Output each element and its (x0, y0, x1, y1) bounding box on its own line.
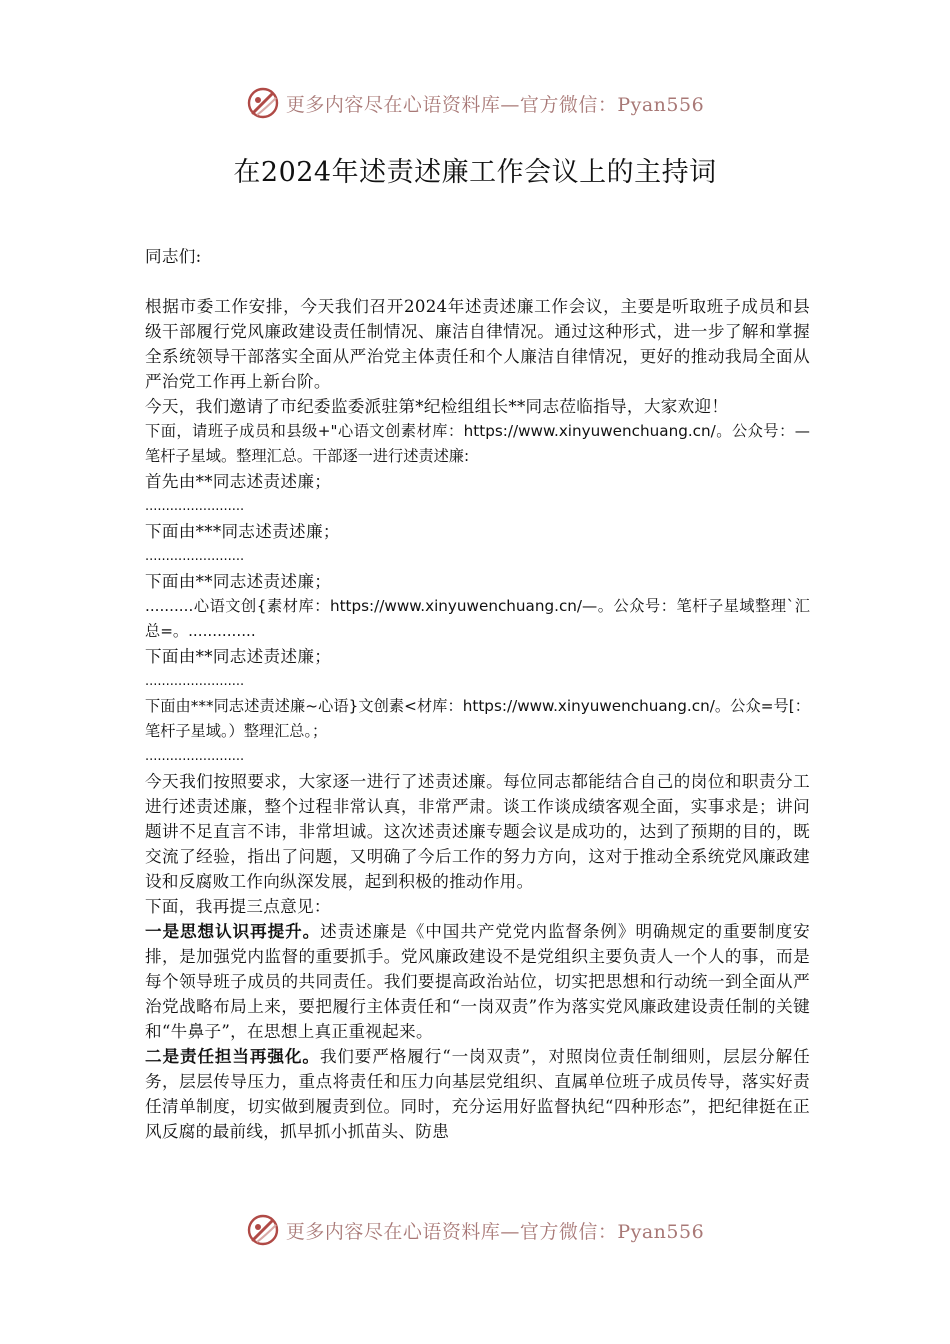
point-two-body: 我们要严格履行“一岗双责”，对照岗位责任制细则，层层分解任务，层层传导压力，重点将责任和压力向基层党组织、直属单位班子成员传导，落实好责任清单制度，切实做到履责到位。同时，充分运用好监督执纪“四种形态”，把纪律挺在正风反腐的最前线，抓早抓小抓苗头、防患 (145, 1047, 810, 1141)
ellipsis-line: ........................ (145, 674, 245, 689)
watermark-text: 更多内容尽在心语资料库—官方微信：Pyan556 (285, 93, 705, 116)
point-one-body: 述责述廉是《中国共产党党内监督条例》明确规定的重要制度安排，是加强党内监督的重要抓手。党风廉政建设不是党组织主要负责人一个人的事，而是每个领导班子成员的共同责任。我们要提高政治站位，切实把思想和行动统一到全面从严治党战略布局上来，要把履行主体责任和“一岗双责”作为落实党风廉政建设责任制的关键和“牛鼻子”，在思想上真正重视起来。 (145, 922, 811, 1041)
paragraph-opinions-intro: 下面，我再提三点意见： (145, 897, 331, 916)
paragraph-summary: 今天我们按照要求，大家逐一进行了述责述廉。每位同志都能结合自己的岗位和职责分工进行述责述廉，整个过程非常认真，非常严肃。谈工作谈成绩客观全面，实事求是；讲问题讲不足直言不讳，非常坦诚。这次述责述廉专题会议是成功的，达到了预期的目的，既交流了经验，指出了问题，又明确了今后工作的努力方向，这对于推动全系统党风廉政建设和反腐败工作向纵深发展，起到积极的推动作用。 (145, 772, 810, 891)
document-body (145, 244, 810, 1144)
speaker-line: 下面由***同志述责述廉~心语}文创素<材库：https://www.xinyuwenchuang.cn/。公众=号[：笔杆子星域。）整理汇总。； (145, 697, 810, 740)
inserted-text-line: ..........心语文创{素材库：https://www.xinyuwenchuang.cn/—。公众号：笔杆子星域整理`汇总=。.............. (145, 597, 810, 640)
footer-watermark (0, 1210, 950, 1250)
ellipsis-line: ........................ (145, 749, 245, 764)
watermark-text: 更多内容尽在心语资料库—官方微信：Pyan556 (285, 1220, 705, 1243)
point-one-heading: 一是思想认识再提升。 (145, 922, 321, 941)
paragraph-point-one (145, 919, 810, 1044)
speaker-line: 下面由***同志述责述廉； (145, 522, 340, 541)
header-watermark (0, 83, 950, 123)
paragraph-start-reports: 下面，请班子成员和县级+"心语文创素材库：https://www.xinyuwenchuang.cn/。公众号：—笔杆子星域。整理汇总。干部逐一进行述责述廉: (145, 422, 810, 465)
greeting: 同志们: (145, 247, 202, 266)
pen-logo-icon (246, 1213, 280, 1247)
ellipsis-line: ........................ (145, 499, 245, 514)
ellipsis-line: ........................ (145, 549, 245, 564)
paragraph-welcome: 今天，我们邀请了市纪委监委派驻第*纪检组组长**同志莅临指导，大家欢迎！ (145, 397, 729, 416)
pen-logo-icon (246, 86, 280, 120)
point-two-heading: 二是责任担当再强化。 (145, 1047, 320, 1066)
speaker-line: 下面由**同志述责述廉； (145, 572, 332, 591)
document-title: 在2024年述责述廉工作会议上的主持词 (233, 157, 717, 188)
paragraph-point-two (145, 1044, 810, 1144)
speaker-line: 首先由**同志述责述廉； (145, 472, 332, 491)
speaker-line: 下面由**同志述责述廉； (145, 647, 332, 666)
paragraph-intro: 根据市委工作安排，今天我们召开2024年述责述廉工作会议，主要是听取班子成员和县级干部履行党风廉政建设责任制情况、廉洁自律情况。通过这种形式，进一步了解和掌握全系统领导干部落实全面从严治党主体责任和个人廉洁自律情况，更好的推动我局全面从严治党工作再上新台阶。 (145, 297, 810, 391)
